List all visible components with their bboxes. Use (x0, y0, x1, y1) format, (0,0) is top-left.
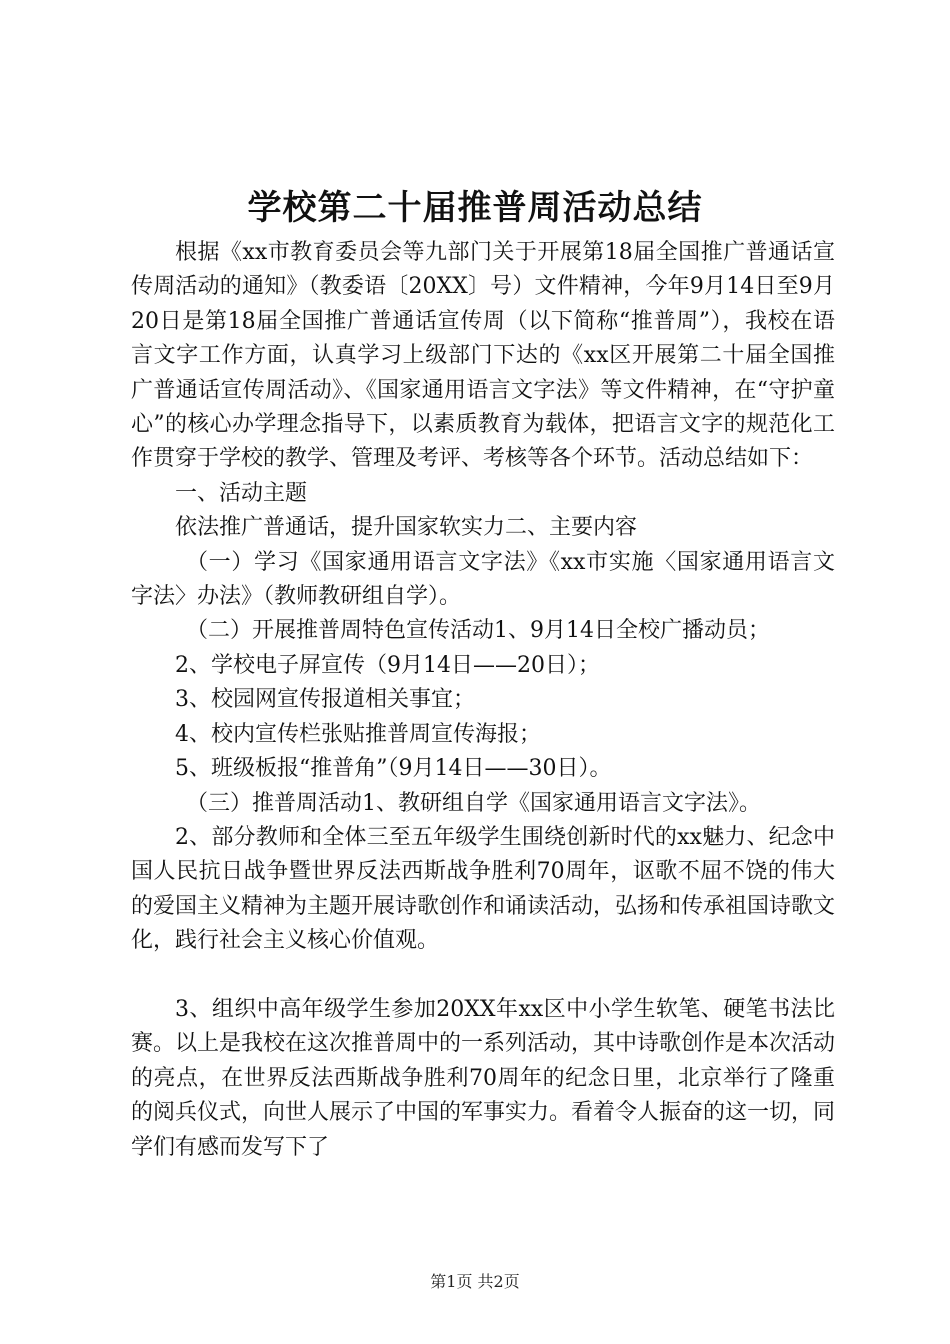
document-title: 学校第二十届推普周活动总结 (247, 188, 703, 228)
paragraph-item-3: 3、校园网宣传报道相关事宜； (175, 687, 475, 713)
paragraph-item-2: 2、学校电子屏宣传（9月14日——20日）； (175, 652, 600, 678)
paragraph-theme: 依法推广普通话，提升国家软实力二、主要内容 (175, 515, 638, 541)
paragraph-activities: （三）推普周活动1、教研组自学《国家通用语言文字法》。 (186, 790, 761, 816)
paragraph-poetry: 2、部分教师和全体三至五年级学生围绕创新时代的xx魅力、纪念中国人民抗日战争暨世界反法西斯战争胜利70周年，讴歌不屈不饶的伟大的爱国主义精神为主题开展诗歌创作和诵读活动，弘扬和传承祖国诗歌文化，践行社会主义核心价值观。 (131, 824, 836, 954)
page-footer: 第1页 共2页 (430, 1272, 520, 1291)
paragraph-calligraphy: 3、组织中高年级学生参加20XX年xx区中小学生软笔、硬笔书法比赛。以上是我校在这次推普周中的一系列活动，其中诗歌创作是本次活动的亮点，在世界反法西斯战争胜利70周年的纪念日里，北京举行了隆重的阅兵仪式，向世人展示了中国的军事实力。看着令人振奋的这一切，同学们有感而发写下了 (131, 996, 836, 1160)
paragraph-intro: 根据《xx市教育委员会等九部门关于开展第18届全国推广普通话宣传周活动的通知》（教委语〔20XX〕号）文件精神，今年9月14日至9月20日是第18届全国推广普通话宣传周（以下简称“推普周”），我校在语言文字工作方面，认真学习上级部门下达的《xx区开展第二十届全国推广普通话宣传周活动》、《国家通用语言文字法》等文件精神，在“守护童心”的核心办学理念指导下，以素质教育为载体，把语言文字的规范化工作贯穿于学校的教学、管理及考评、考核等各个环节。活动总结如下： (131, 240, 835, 472)
paragraph-publicity: （二）开展推普周特色宣传活动1、9月14日全校广播动员； (186, 618, 770, 644)
paragraph-item-4: 4、校内宣传栏张贴推普周宣传海报； (175, 721, 541, 747)
paragraph-item-5: 5、班级板报“推普角”（9月14日——30日）。 (175, 756, 612, 782)
document-body (131, 236, 835, 1165)
paragraph-study: （一）学习《国家通用语言文字法》《xx市实施〈国家通用语言文字法〉办法》（教师教研组自学）。 (131, 549, 835, 610)
blank-line (131, 959, 835, 993)
paragraph-heading-theme: 一、活动主题 (175, 480, 308, 506)
